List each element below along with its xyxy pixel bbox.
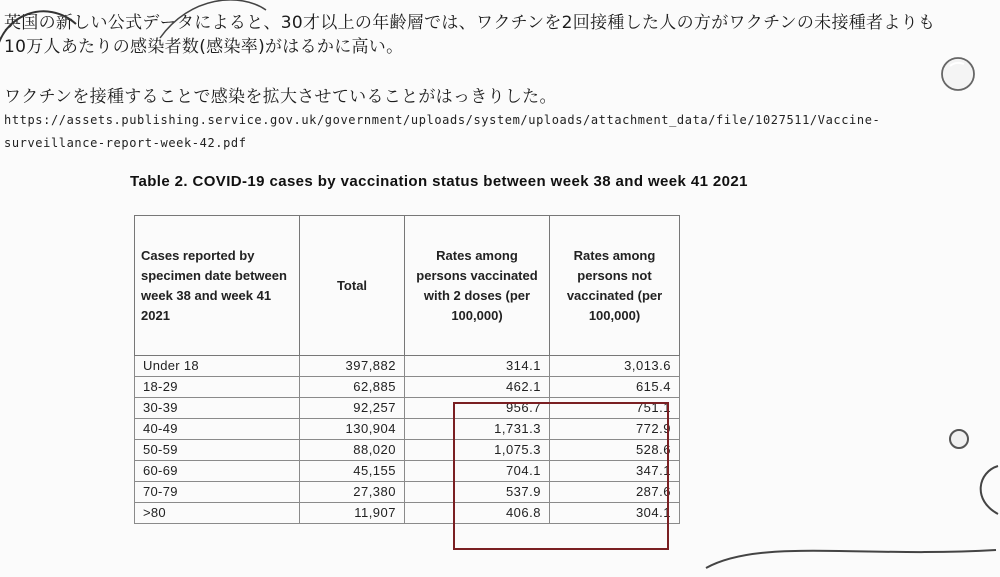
unvaccinated-rate-cell: 3,013.6 xyxy=(550,356,680,377)
vaccinated-rate-cell: 462.1 xyxy=(405,377,550,398)
total-cell: 92,257 xyxy=(300,398,405,419)
total-cell: 27,380 xyxy=(300,482,405,503)
vaccinated-rate-cell: 314.1 xyxy=(405,356,550,377)
table-row xyxy=(135,482,680,503)
source-url-line-2: surveillance-report-week-42.pdf xyxy=(4,136,247,150)
age-group-cell: 40-49 xyxy=(135,419,300,440)
unvaccinated-rate-cell: 615.4 xyxy=(550,377,680,398)
table-row xyxy=(135,398,680,419)
cases-table xyxy=(134,215,680,524)
total-cell: 397,882 xyxy=(300,356,405,377)
age-group-cell: 70-79 xyxy=(135,482,300,503)
age-group-cell: 18-29 xyxy=(135,377,300,398)
unvaccinated-rate-cell: 287.6 xyxy=(550,482,680,503)
age-group-cell: 50-59 xyxy=(135,440,300,461)
age-group-cell: 30-39 xyxy=(135,398,300,419)
source-url-line-1: https://assets.publishing.service.gov.uk/government/uploads/system/uploads/attachment_data/file/1027511/Vaccine- xyxy=(4,113,881,127)
vaccinated-rate-cell: 406.8 xyxy=(405,503,550,524)
vaccinated-rate-cell: 956.7 xyxy=(405,398,550,419)
total-cell: 130,904 xyxy=(300,419,405,440)
header-rates-not-vaccinated: Rates among persons not vaccinated (per 100,000) xyxy=(550,216,680,356)
decorative-bubble-edge xyxy=(958,460,1000,520)
unvaccinated-rate-cell: 751.1 xyxy=(550,398,680,419)
decorative-swirl-bottom xyxy=(700,528,1000,577)
total-cell: 11,907 xyxy=(300,503,405,524)
unvaccinated-rate-cell: 347.1 xyxy=(550,461,680,482)
intro-line-2: 10万人あたりの感染者数(感染率)がはるかに高い。 xyxy=(4,37,404,57)
vaccinated-rate-cell: 704.1 xyxy=(405,461,550,482)
table-row xyxy=(135,461,680,482)
table-row xyxy=(135,377,680,398)
total-cell: 88,020 xyxy=(300,440,405,461)
vaccinated-rate-cell: 537.9 xyxy=(405,482,550,503)
decorative-bubble-small xyxy=(944,424,974,454)
age-group-cell: Under 18 xyxy=(135,356,300,377)
vaccinated-rate-cell: 1,075.3 xyxy=(405,440,550,461)
intro-line-3: ワクチンを接種することで感染を拡大させていることがはっきりした。 xyxy=(4,87,557,107)
header-rates-vaccinated: Rates among persons vaccinated with 2 doses (per 100,000) xyxy=(405,216,550,356)
total-cell: 45,155 xyxy=(300,461,405,482)
unvaccinated-rate-cell: 528.6 xyxy=(550,440,680,461)
header-cases-reported: Cases reported by specimen date between week 38 and week 41 2021 xyxy=(135,216,300,356)
unvaccinated-rate-cell: 304.1 xyxy=(550,503,680,524)
age-group-cell: 60-69 xyxy=(135,461,300,482)
vaccinated-rate-cell: 1,731.3 xyxy=(405,419,550,440)
intro-line-1: 英国の新しい公式データによると、30才以上の年齢層では、ワクチンを2回接種した人の方がワクチンの未接種者よりも xyxy=(4,13,936,33)
total-cell: 62,885 xyxy=(300,377,405,398)
unvaccinated-rate-cell: 772.9 xyxy=(550,419,680,440)
table-row xyxy=(135,440,680,461)
table-row xyxy=(135,503,680,524)
intro-text xyxy=(0,0,1000,160)
table-row xyxy=(135,356,680,377)
table-row xyxy=(135,419,680,440)
table-header-row xyxy=(135,216,680,356)
table-title: Table 2. COVID-19 cases by vaccination status between week 38 and week 41 2021 xyxy=(130,173,748,190)
age-group-cell: >80 xyxy=(135,503,300,524)
header-total: Total xyxy=(300,216,405,356)
